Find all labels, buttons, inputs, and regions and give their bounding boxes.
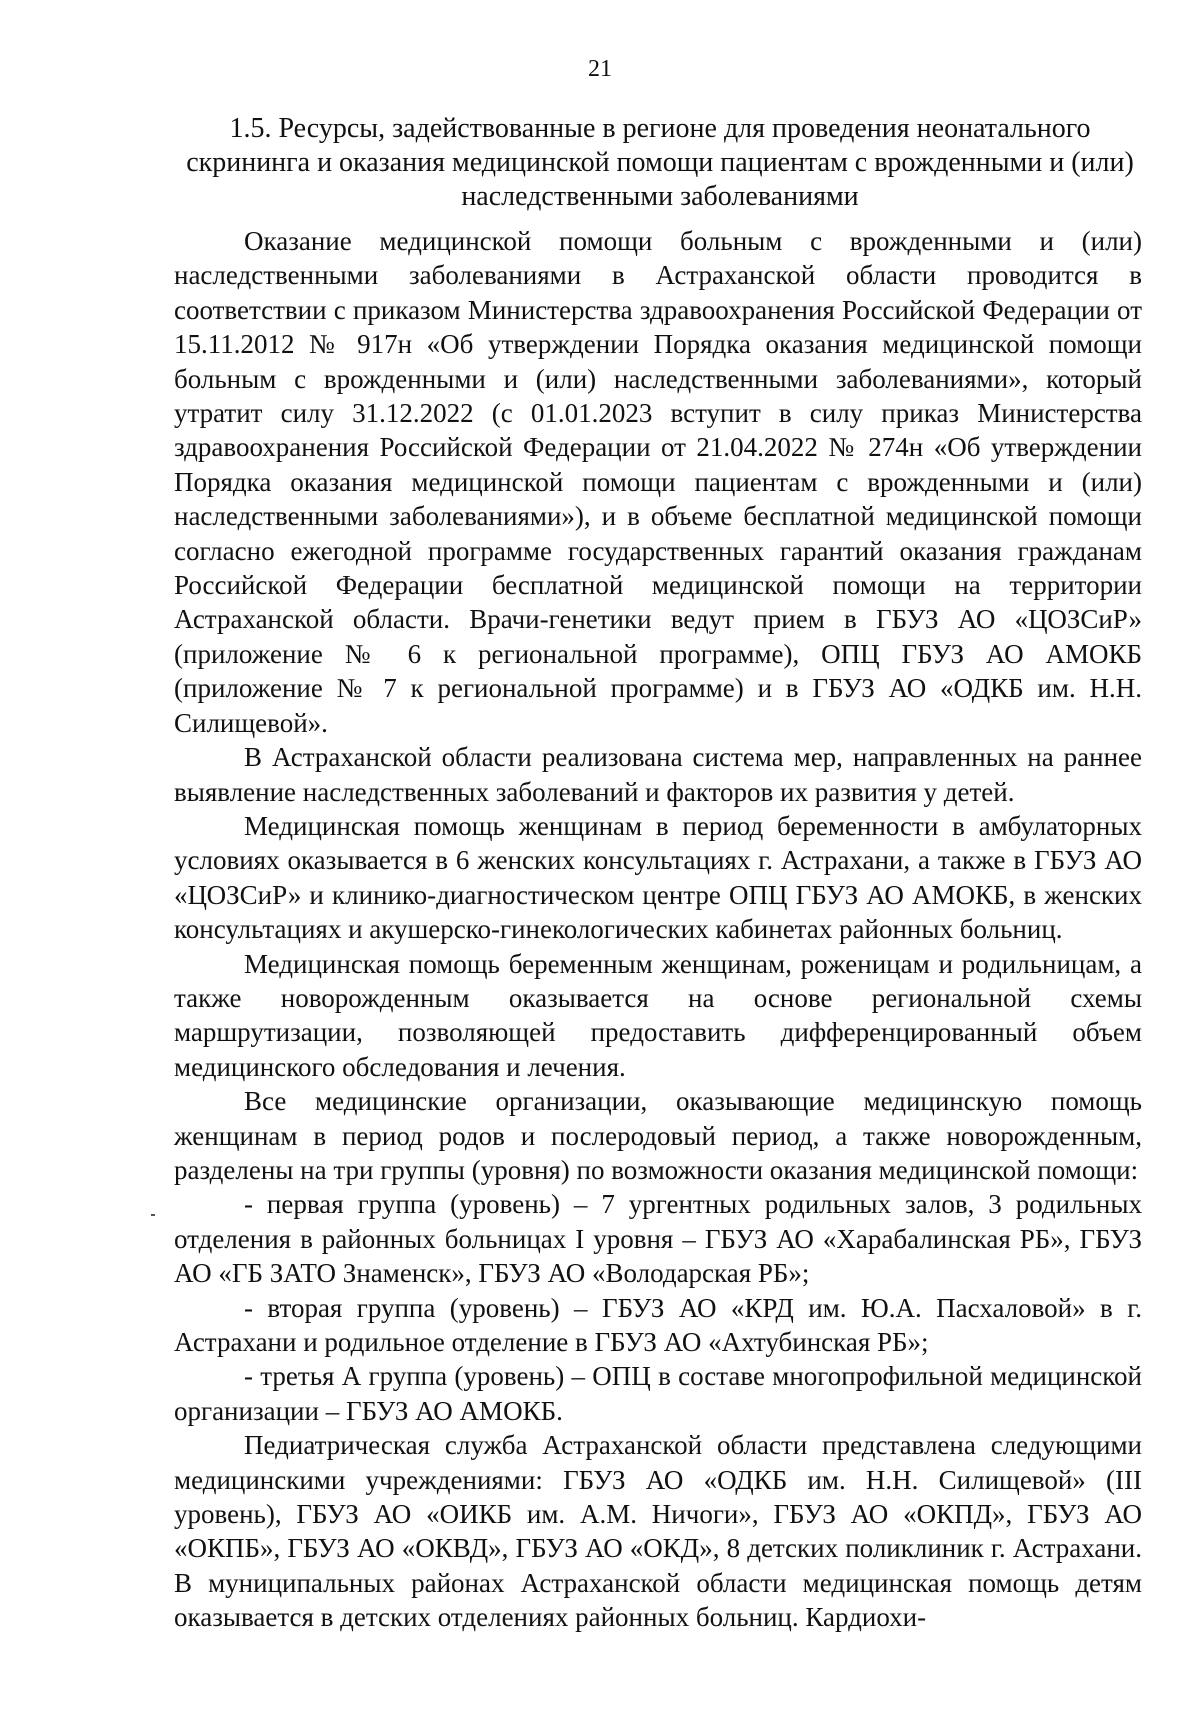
paragraph-pediatric-service: Педиатрическая служба Астраханской области представлена следующими медицинскими учреждениями: ГБУЗ АО «ОДКБ им. Н.Н. Силищевой» (III уровень), ГБУЗ АО «ОИКБ им. А.М. Ничоги», ГБУЗ АО «ОКПД», ГБУЗ АО «ОКПБ», ГБУЗ АО «ОКВД», ГБУЗ АО «ОКД», 8 детских поликлиник г. Астрахани. В муниципальных районах Астраханской области медицинская помощь детям оказывается в детских отделениях районных больниц. Кардиохи-	[174, 1430, 1142, 1633]
list-item-level-1: - первая группа (уровень) – 7 ургентных родильных залов, 3 родильных отделения в районных больницах I уровня – ГБУЗ АО «Харабалинская РБ», ГБУЗ АО «ГБ ЗАТО Знаменск», ГБУЗ АО «Володарская РБ»;	[174, 1189, 1142, 1289]
page-number: 21	[588, 56, 612, 82]
paragraph-early-detection: В Астраханской области реализована система мер, направленных на раннее выявление наследственных заболеваний и факторов их развития у детей.	[174, 742, 1142, 807]
paragraph-levels-intro: Все медицинские организации, оказывающие медицинскую помощь женщинам в период родов и послеродовый период, а также новорожденным, разделены на три группы (уровня) по возможности оказания медицинской помощи:	[174, 1086, 1142, 1185]
list-item-level-2: - вторая группа (уровень) – ГБУЗ АО «КРД им. Ю.А. Пасхаловой» в г. Астрахани и родильное отделение в ГБУЗ АО «Ахтубинская РБ»;	[174, 1292, 1142, 1357]
section-heading: 1.5. Ресурсы, задействованные в регионе для проведения неонатального скрининга и оказания медицинской помощи пациентам с врожденными и (или) наследственными заболеваниями	[186, 113, 1134, 212]
paragraph-routing: Медицинская помощь беременным женщинам, роженицам и родильницам, а также новорожденным оказывается на основе региональной схемы маршрутизации, позволяющей предоставить дифференцированный объем медицинского обследования и лечения.	[174, 948, 1142, 1082]
paragraph-outpatient-care: Медицинская помощь женщинам в период беременности в амбулаторных условиях оказывается в 6 женских консультациях г. Астрахани, а также в ГБУЗ АО «ЦОЗСиР» и клинико-диагностическом центре ОПЦ ГБУЗ АО АМОКБ, в женских консультациях и акушерско-гинекологических кабинетах районных больниц.	[174, 810, 1142, 945]
margin-mark	[151, 1214, 155, 1216]
document-body	[174, 224, 1142, 1635]
list-item-level-3a: - третья А группа (уровень) – ОПЦ в составе многопрофильной медицинской организации – ГБУЗ АО АМОКБ.	[174, 1361, 1142, 1426]
paragraph-legal-basis: Оказание медицинской помощи больным с врожденными и (или) наследственными заболеваниями в Астраханской области проводится в соответствии с приказом Министерства здравоохранения Российской Федерации от 15.11.2012 № 917н «Об утверждении Порядка оказания медицинской помощи больным с врожденными и (или) наследственными заболеваниями», который утратит силу 31.12.2022 (с 01.01.2023 вступит в силу приказ Министерства здравоохранения Российской Федерации от 21.04.2022 № 274н «Об утверждении Порядка оказания медицинской помощи пациентам с врожденными и (или) наследственными заболеваниями»), и в объеме бесплатной медицинской помощи согласно ежегодной программе государственных гарантий оказания гражданам Российской Федерации бесплатной медицинской помощи на территории Астраханской области. Врачи-генетики ведут прием в ГБУЗ АО «ЦОЗСиР» (приложение № 6 к региональной программе), ОПЦ ГБУЗ АО АМОКБ (приложение № 7 к региональной программе) и в ГБУЗ АО «ОДКБ им. Н.Н. Силищевой».	[174, 226, 1142, 738]
